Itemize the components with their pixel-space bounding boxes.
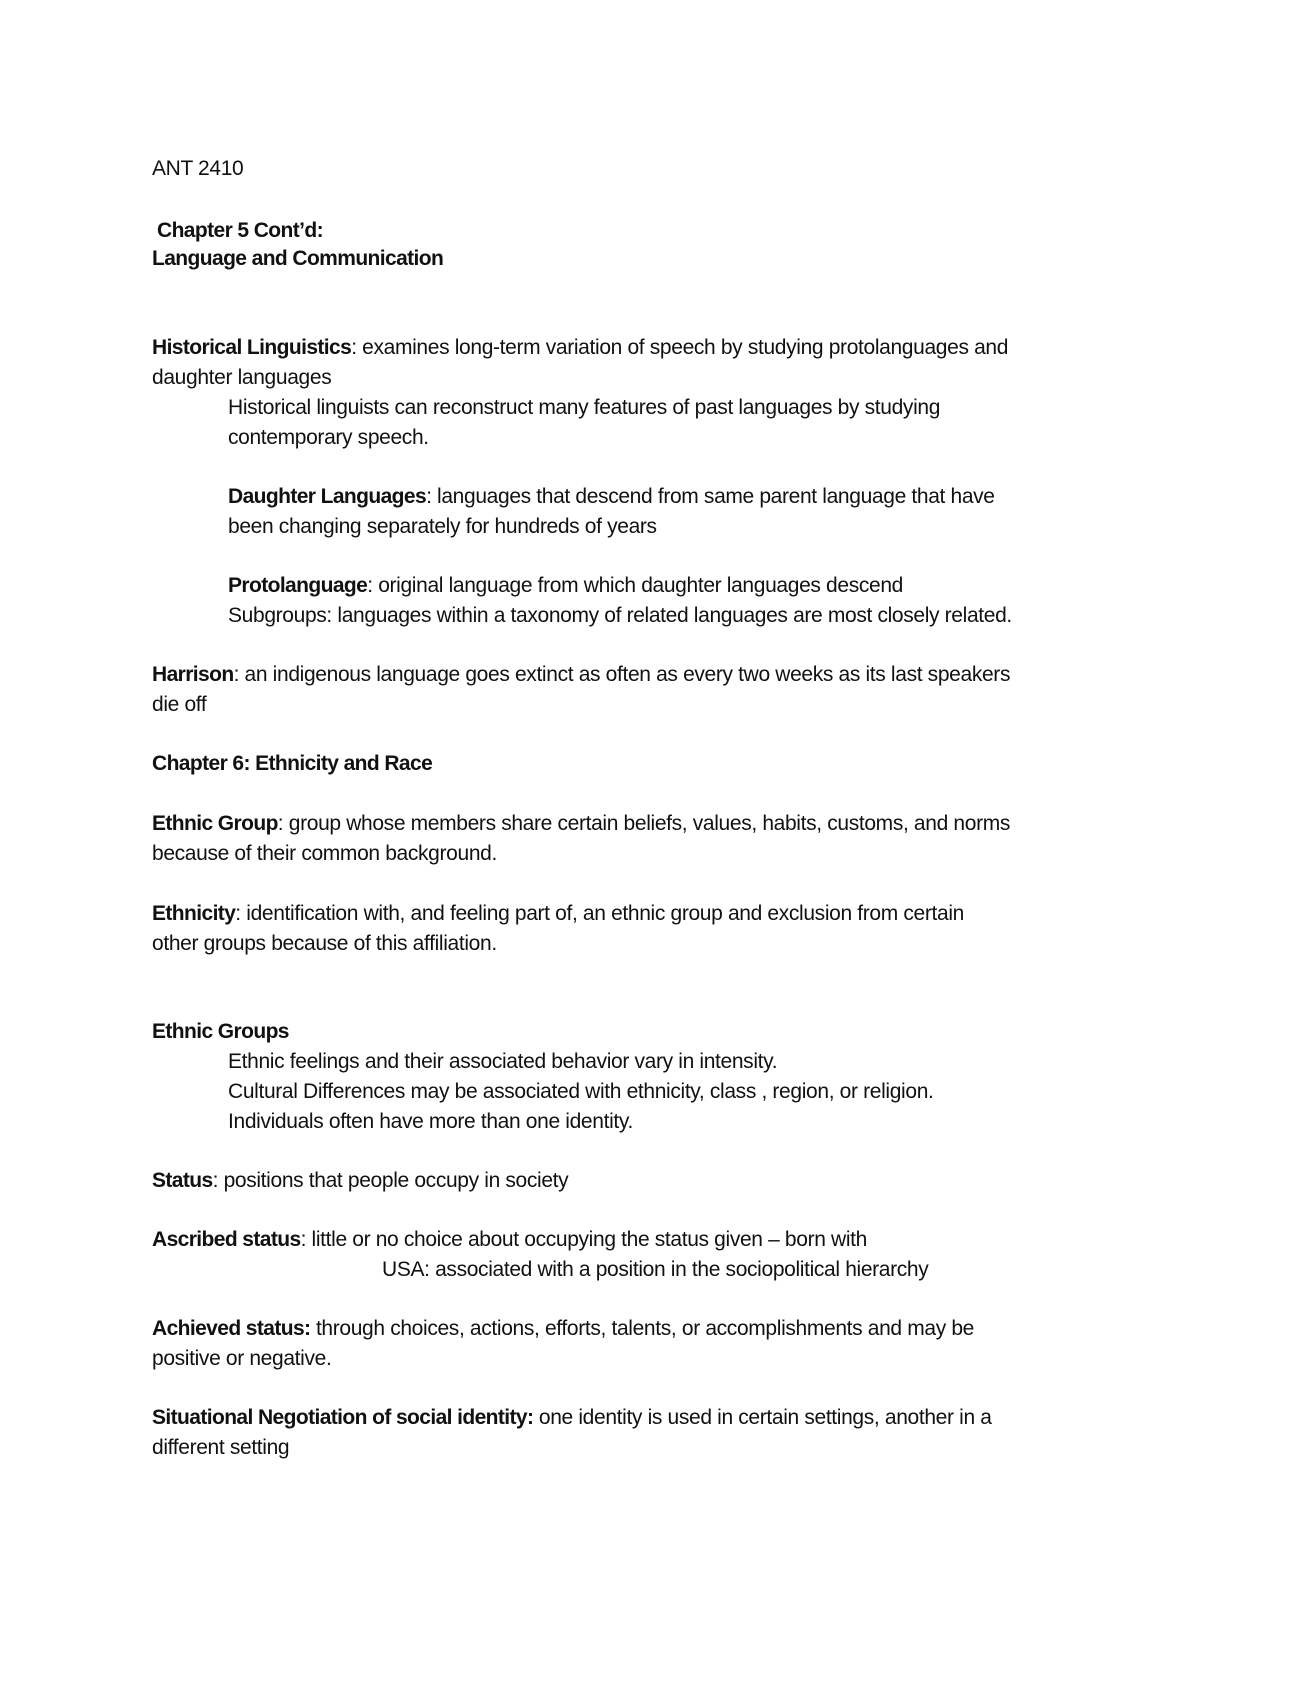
- ethnic-groups-point: Individuals often have more than one identity.: [228, 1110, 633, 1133]
- term: Status: [152, 1169, 213, 1192]
- term: Achieved status:: [152, 1317, 311, 1340]
- historical-linguistics-note: Historical linguists can reconstruct many features of past languages by studying: [228, 396, 941, 419]
- harrison-statement-cont: die off: [152, 693, 207, 716]
- ethnicity-definition-cont: other groups because of this affiliation.: [152, 932, 497, 955]
- term: Harrison: [152, 663, 234, 686]
- term: Historical Linguistics: [152, 336, 352, 359]
- ethnic-group-definition-cont: because of their common background.: [152, 842, 497, 865]
- ethnic-groups-point: Cultural Differences may be associated with ethnicity, class , region, or religion.: [228, 1080, 934, 1103]
- chapter5-title: Chapter 5 Cont’d:: [157, 219, 323, 242]
- harrison-statement: Harrison: an indigenous language goes extinct as often as every two weeks as its last speakers: [152, 663, 1011, 686]
- term: Ethnic Group: [152, 812, 278, 835]
- term: Daughter Languages: [228, 485, 427, 508]
- situational-negotiation-definition: Situational Negotiation of social identity: one identity is used in certain settings, another in a: [152, 1406, 992, 1429]
- situational-negotiation-definition-cont: different setting: [152, 1436, 290, 1459]
- ethnic-group-definition: Ethnic Group: group whose members share certain beliefs, values, habits, customs, and norms: [152, 812, 1011, 835]
- historical-linguistics-note-cont: contemporary speech.: [228, 426, 429, 449]
- ethnicity-definition: Ethnicity: identification with, and feeling part of, an ethnic group and exclusion from certain: [152, 902, 964, 925]
- achieved-status-definition-cont: positive or negative.: [152, 1347, 332, 1370]
- historical-linguistics-definition-cont: daughter languages: [152, 366, 332, 389]
- ascribed-status-definition: Ascribed status: little or no choice about occupying the status given – born with: [152, 1228, 867, 1251]
- chapter5-subtitle: Language and Communication: [152, 247, 444, 270]
- term: Protolanguage: [228, 574, 368, 597]
- ethnic-groups-point: Ethnic feelings and their associated behavior vary in intensity.: [228, 1050, 778, 1073]
- daughter-languages-definition-cont: been changing separately for hundreds of years: [228, 515, 657, 538]
- term: Situational Negotiation of social identity:: [152, 1406, 534, 1429]
- subgroups-definition: Subgroups: languages within a taxonomy of related languages are most closely related.: [228, 604, 1012, 627]
- achieved-status-definition: Achieved status: through choices, actions, efforts, talents, or accomplishments and may be: [152, 1317, 975, 1340]
- protolanguage-definition: Protolanguage: original language from which daughter languages descend: [228, 574, 903, 597]
- ascribed-status-usa: USA: associated with a position in the sociopolitical hierarchy: [382, 1258, 929, 1281]
- status-definition: Status: positions that people occupy in society: [152, 1169, 569, 1192]
- term: Ethnicity: [152, 902, 236, 925]
- course-code: ANT 2410: [152, 157, 244, 180]
- daughter-languages-definition: Daughter Languages: languages that descend from same parent language that have: [228, 485, 995, 508]
- term: Ascribed status: [152, 1228, 301, 1251]
- chapter6-title: Chapter 6: Ethnicity and Race: [152, 752, 433, 775]
- historical-linguistics-definition: Historical Linguistics: examines long-term variation of speech by studying protolanguages and: [152, 336, 1009, 359]
- ethnic-groups-heading: Ethnic Groups: [152, 1020, 289, 1043]
